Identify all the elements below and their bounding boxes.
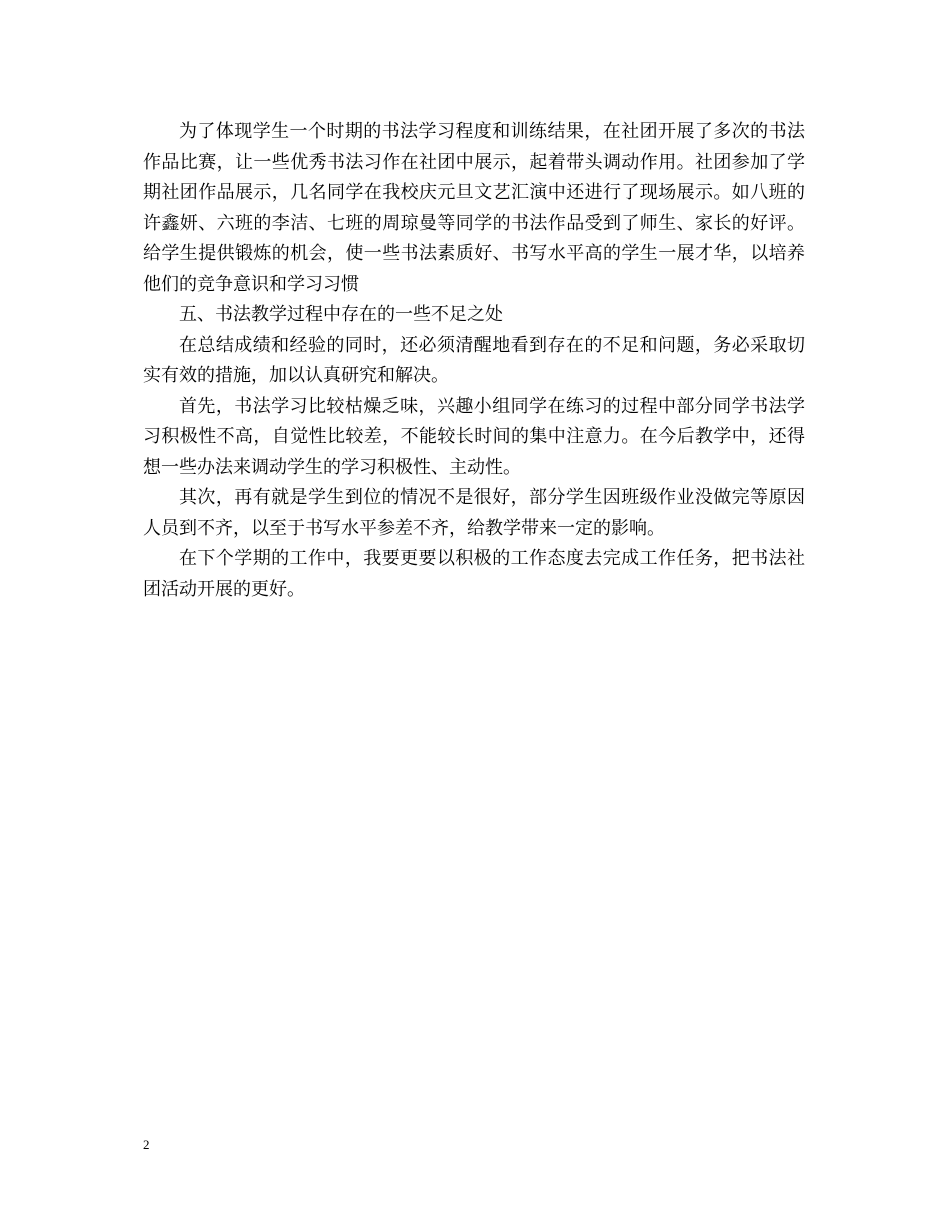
paragraph-second-issue: 其次，再有就是学生到位的情况不是很好，部分学生因班级作业没做完等原因人员到不齐，以至于书写水平参差不齐，给教学带来一定的影响。 bbox=[143, 487, 805, 539]
page-number: 2 bbox=[143, 1137, 150, 1152]
paragraph-summary: 在总结成绩和经验的同时，还必须清醒地看到存在的不足和问题，务必采取切实有效的措施，加以认真研究和解决。 bbox=[143, 334, 805, 386]
section-heading-shortcomings: 五、书法教学过程中存在的一些不足之处 bbox=[179, 304, 503, 325]
paragraph-exhibition: 为了体现学生一个时期的书法学习程度和训练结果，在社团开展了多次的书法作品比赛，让一些优秀书法习作在社团中展示，起着带头调动作用。社团参加了学期社团作品展示，几名同学在我校庆元旦文艺汇演中还进行了现场展示。如八班的许鑫妍、六班的李洁、七班的周琼曼等同学的书法作品受到了师生、家长的好评。给学生提供锻炼的机会，使一些书法素质好、书写水平高的学生一展才华，以培养他们的竞争意识和学习习惯 bbox=[143, 121, 805, 295]
paragraph-next-semester: 在下个学期的工作中，我要更要以积极的工作态度去完成工作任务，把书法社团活动开展的更好。 bbox=[143, 548, 805, 600]
paragraph-first-issue: 首先，书法学习比较枯燥乏味，兴趣小组同学在练习的过程中部分同学书法学习积极性不高，自觉性比较差，不能较长时间的集中注意力。在今后教学中，还得想一些办法来调动学生的学习积极性、主动性。 bbox=[143, 395, 805, 478]
document-body bbox=[143, 117, 805, 605]
